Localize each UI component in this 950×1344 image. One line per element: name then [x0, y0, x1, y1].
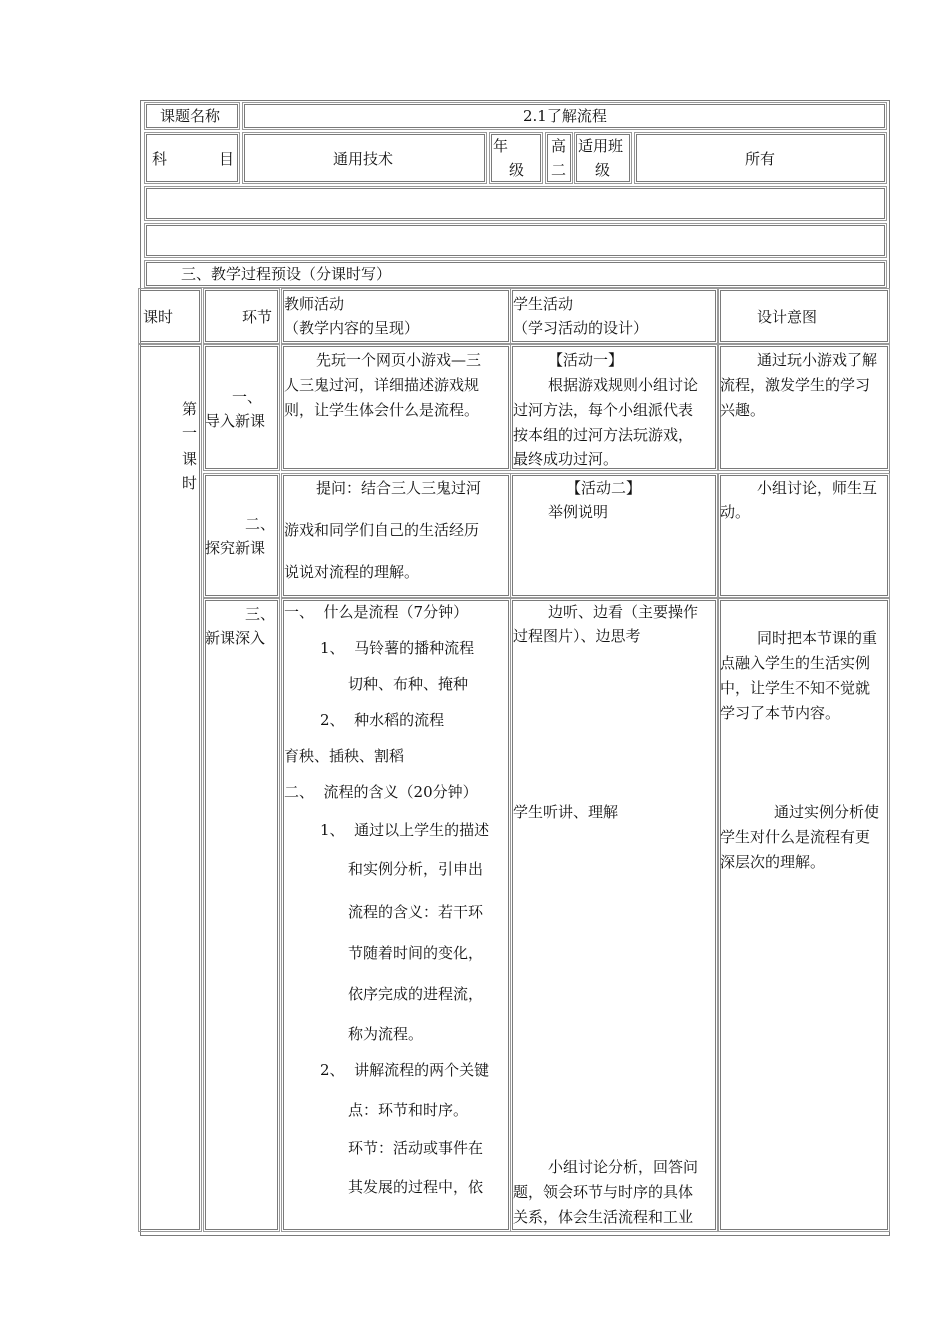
r3-teacher-16: 其发展的过程中，依: [348, 1178, 484, 1196]
r2-stage-2: 探究新课: [205, 539, 266, 557]
col-intent: 设计意图: [757, 308, 818, 326]
r1-intent-2: 流程，激发学生的学习: [720, 376, 871, 394]
lesson-label-4: 时: [182, 474, 198, 492]
col-stage: 环节: [242, 308, 273, 326]
r3-teacher-4: 2、 种水稻的流程: [320, 711, 445, 729]
r3-stage-2: 新课深入: [205, 629, 266, 647]
col-teacher-2: （教学内容的呈现）: [284, 319, 420, 337]
r3-teacher-12: 称为流程。: [348, 1025, 424, 1043]
r3-intent-b-2: 学生对什么是流程有更: [720, 828, 871, 846]
r3-student-b: 学生听讲、理解: [513, 803, 619, 821]
lesson-label-2: 一: [182, 424, 198, 442]
r3-intent-a-4: 学习了本节内容。: [720, 704, 841, 722]
r3-student-c-2: 题，领会环节与时序的具体: [513, 1183, 694, 1201]
grade-label-2: 级: [509, 161, 525, 179]
r1-teacher-1: 先玩一个网页小游戏—三: [316, 351, 482, 369]
r2-student-2: 举例说明: [548, 503, 609, 521]
class-value: 所有: [745, 150, 776, 168]
r1-intent-3: 兴趣。: [720, 401, 766, 419]
r2-teacher-2: 游戏和同学们自己的生活经历: [284, 521, 480, 539]
r2-teacher-3: 说说对流程的理解。: [284, 563, 420, 581]
class-label-1: 适用班: [578, 137, 624, 155]
r3-teacher-6: 二、 流程的含义（20分钟）: [284, 783, 478, 801]
r3-teacher-15: 环节：活动或事件在: [348, 1139, 484, 1157]
subject-label-2: 目: [219, 150, 235, 168]
grade-label-1: 年: [493, 137, 509, 155]
empty-row-1: [146, 188, 885, 219]
r3-intent-a-2: 点融入学生的生活实例: [720, 654, 871, 672]
r3-teacher-14: 点：环节和时序。: [348, 1101, 469, 1119]
r1-student-4: 按本组的过河方法玩游戏，: [513, 426, 694, 444]
r3-intent-b-1: 通过实例分析使: [774, 803, 880, 821]
r3-teacher-13: 2、 讲解流程的两个关键: [320, 1061, 490, 1079]
r3-student-a-1: 边听、边看（主要操作: [548, 603, 699, 621]
col-student-2: （学习活动的设计）: [513, 319, 649, 337]
r3-stage-1: 三、: [245, 605, 276, 623]
r3-teacher-9: 流程的含义：若干环: [348, 903, 484, 921]
r3-teacher-7: 1、 通过以上学生的描述: [320, 821, 490, 839]
r1-teacher-2: 人三鬼过河，详细描述游戏规: [284, 376, 480, 394]
empty-row-2: [146, 225, 885, 256]
r3-teacher-3: 切种、布种、掩种: [348, 675, 469, 693]
r3-student-c-1: 小组讨论分析，回答问: [548, 1158, 699, 1176]
r2-intent-1: 小组讨论，师生互: [757, 479, 878, 497]
r3-intent-a-3: 中，让学生不知不觉就: [720, 679, 871, 697]
r1-student-1: 【活动一】: [548, 351, 624, 369]
subject-value: 通用技术: [333, 150, 394, 168]
r3-student-a-2: 过程图片）、边思考: [513, 627, 641, 645]
r1-student-5: 最终成功过河。: [513, 450, 619, 468]
section-title: 三、教学过程预设（分课时写）: [181, 265, 392, 283]
r3-teacher-11: 依序完成的进程流，: [348, 985, 484, 1003]
r2-intent-2: 动。: [720, 503, 751, 521]
col-lesson: 课时: [143, 308, 174, 326]
r3-teacher-1: 一、 什么是流程（7分钟）: [284, 603, 469, 621]
r1-stage-2: 导入新课: [205, 412, 266, 430]
col-teacher-1: 教师活动: [284, 295, 345, 313]
r3-teacher-8: 和实例分析，引申出: [348, 860, 484, 878]
r2-student-1: 【活动二】: [566, 479, 642, 497]
r1-teacher-3: 则，让学生体会什么是流程。: [284, 401, 480, 419]
r3-student-cell: [512, 600, 716, 1230]
r3-intent-b-3: 深层次的理解。: [720, 853, 826, 871]
topic-value: 2.1了解流程: [523, 107, 607, 125]
r1-student-2: 根据游戏规则小组讨论: [548, 376, 699, 394]
r1-stage-1: 一、: [232, 388, 263, 406]
lesson-label-3: 课: [182, 450, 198, 468]
r1-student-3: 过河方法，每个小组派代表: [513, 401, 694, 419]
r3-stage-cell: [205, 600, 278, 1230]
col-student-1: 学生活动: [513, 295, 574, 313]
r3-teacher-2: 1、 马铃薯的播种流程: [320, 639, 475, 657]
grade-value-2: 二: [551, 161, 567, 179]
r3-teacher-10: 节随着时间的变化，: [348, 944, 484, 962]
r2-stage-1: 二、: [245, 515, 276, 533]
r1-intent-1: 通过玩小游戏了解: [757, 351, 878, 369]
class-label-2: 级: [595, 161, 611, 179]
lesson-label-1: 第: [182, 400, 198, 418]
r3-intent-a-1: 同时把本节课的重: [757, 629, 878, 647]
r3-student-c-3: 关系，体会生活流程和工业: [513, 1208, 694, 1226]
topic-label: 课题名称: [160, 107, 221, 125]
subject-label-1: 科: [152, 150, 168, 168]
r2-teacher-1: 提问：结合三人三鬼过河: [316, 479, 482, 497]
r3-teacher-5: 育秧、插秧、割稻: [284, 747, 405, 765]
grade-value-1: 高: [551, 137, 567, 155]
